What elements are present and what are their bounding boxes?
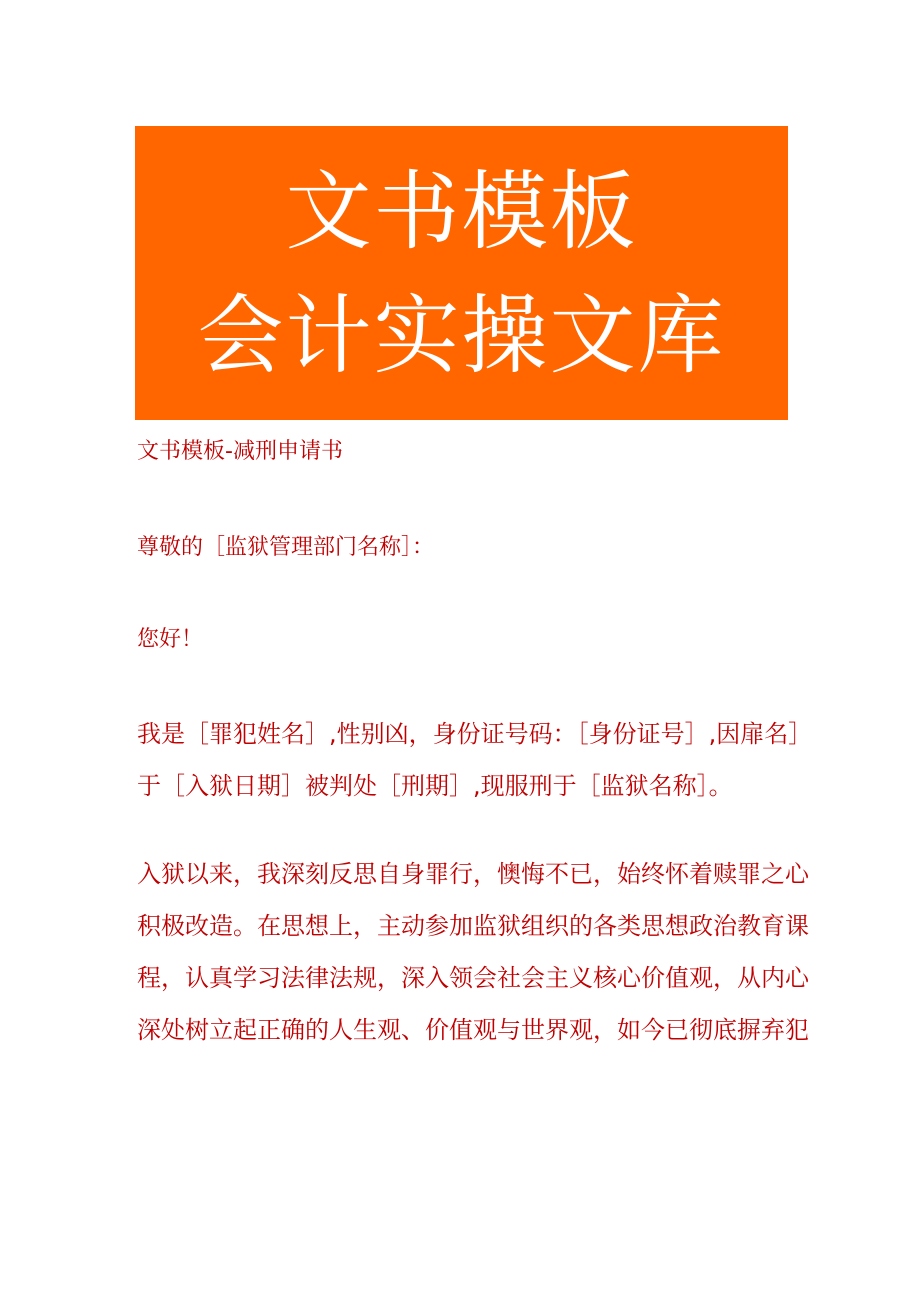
paragraph-personal-info: [137, 708, 813, 812]
paragraph-line: 程，认真学习法律法规，深入领会社会主义核心价值观，从内心: [137, 964, 809, 992]
document-body: [137, 432, 813, 1056]
paragraph-line: 积极改造。在思想上，主动参加监狱组织的各类思想政治教育课: [137, 912, 809, 940]
banner-title-line2: 会计实操文库: [197, 286, 726, 386]
banner-title-line1: 文书模板: [285, 162, 638, 262]
paragraph-reform: [137, 848, 809, 1056]
paragraph-line: 于［入狱日期］被判处［刑期］,现服刑于［监狱名称］。: [137, 772, 733, 800]
title-banner: [135, 126, 788, 420]
paragraph-line: 深处树立起正确的人生观、价值观与世界观，如今已彻底摒弃犯: [137, 1016, 809, 1044]
salutation: 尊敬的［监狱管理部门名称］：: [137, 535, 435, 560]
document-title: 文书模板-减刑申请书: [137, 439, 343, 464]
greeting: 您好！: [137, 627, 204, 652]
paragraph-line: 我是［罪犯姓名］,性别凶，身份证号码：［身份证号］,因扉名］: [137, 720, 813, 748]
paragraph-line: 入狱以来，我深刻反思自身罪行，懊悔不已，始终怀着赎罪之心: [137, 860, 809, 888]
